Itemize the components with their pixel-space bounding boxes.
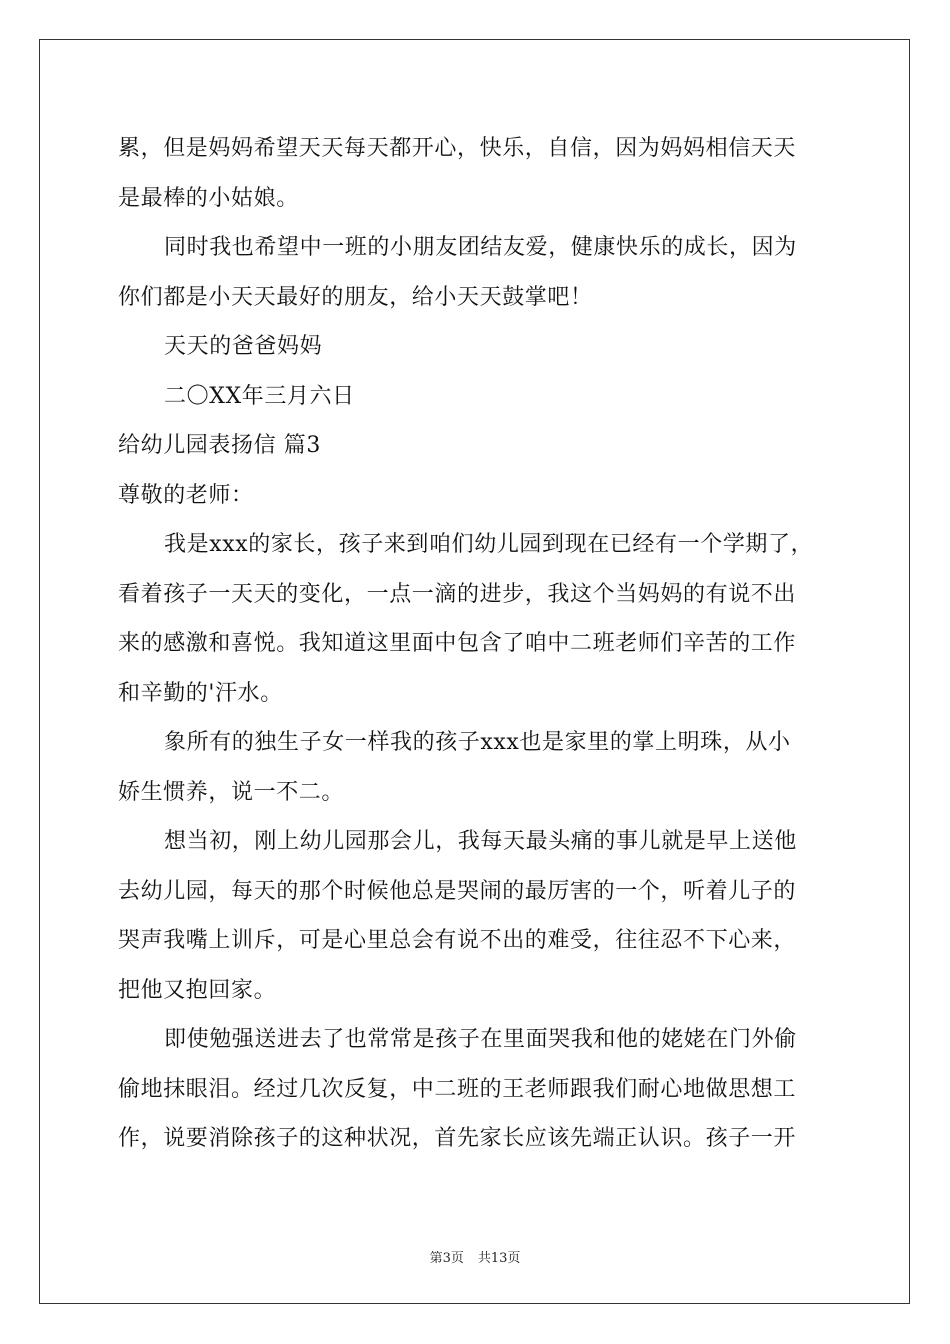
text-line: 你们都是小天天最好的朋友，给小天天鼓掌吧！ [118, 284, 593, 310]
text-line: 天天的爸爸妈妈 [164, 334, 323, 359]
text-line: 偷地抹眼泪。经过几次反复，中二班的王老师跟我们耐心地做思想工 [118, 1076, 797, 1102]
document-body [118, 124, 838, 1164]
text-line: 给幼儿园表扬信 篇3 [118, 433, 321, 458]
text-line: 去幼儿园，每天的那个时候他总是哭闹的最厉害的一个，听着儿子的 [118, 878, 797, 904]
text-line: 同时我也希望中一班的小朋友团结友爱，健康快乐的成长，因为 [164, 235, 797, 260]
text-line: 我是xxx的家长，孩子来到咱们幼儿园到现在已经有一个学期了， [164, 532, 814, 557]
text-line: 作，说要消除孩子的这种状况，首先家长应该先端正认识。孩子一开 [118, 1126, 797, 1151]
text-line: 二〇XX年三月六日 [164, 383, 355, 409]
page-total: 共13页 [477, 1251, 521, 1266]
text-line: 看着孩子一天天的变化，一点一滴的进步，我这个当妈妈的有说不出 [118, 581, 797, 607]
text-line: 象所有的独生子女一样我的孩子xxx也是家里的掌上明珠，从小 [164, 730, 791, 755]
text-line: 累，但是妈妈希望天天每天都开心，快乐，自信，因为妈妈相信天天 [118, 136, 797, 161]
text-line: 来的感激和喜悦。我知道这里面中包含了咱中二班老师们辛苦的工作 [118, 631, 797, 656]
text-line: 把他又抱回家。 [118, 977, 277, 1003]
text-line: 哭声我嘴上训斥，可是心里总会有说不出的难受，往往忍不下心来， [118, 928, 797, 953]
text-line: 尊敬的老师： [118, 482, 254, 508]
page-footer [0, 1247, 950, 1266]
page-number: 第3页 [429, 1251, 464, 1266]
text-line: 即使勉强送进去了也常常是孩子在里面哭我和他的姥姥在门外偷 [164, 1027, 797, 1052]
text-line: 是最棒的小姑娘。 [118, 185, 299, 211]
text-line: 娇生惯养，说一不二。 [118, 779, 345, 805]
text-line: 想当初，刚上幼儿园那会儿，我每天最头痛的事儿就是早上送他 [164, 829, 797, 854]
text-line: 和辛勤的'汗水。 [118, 680, 283, 706]
